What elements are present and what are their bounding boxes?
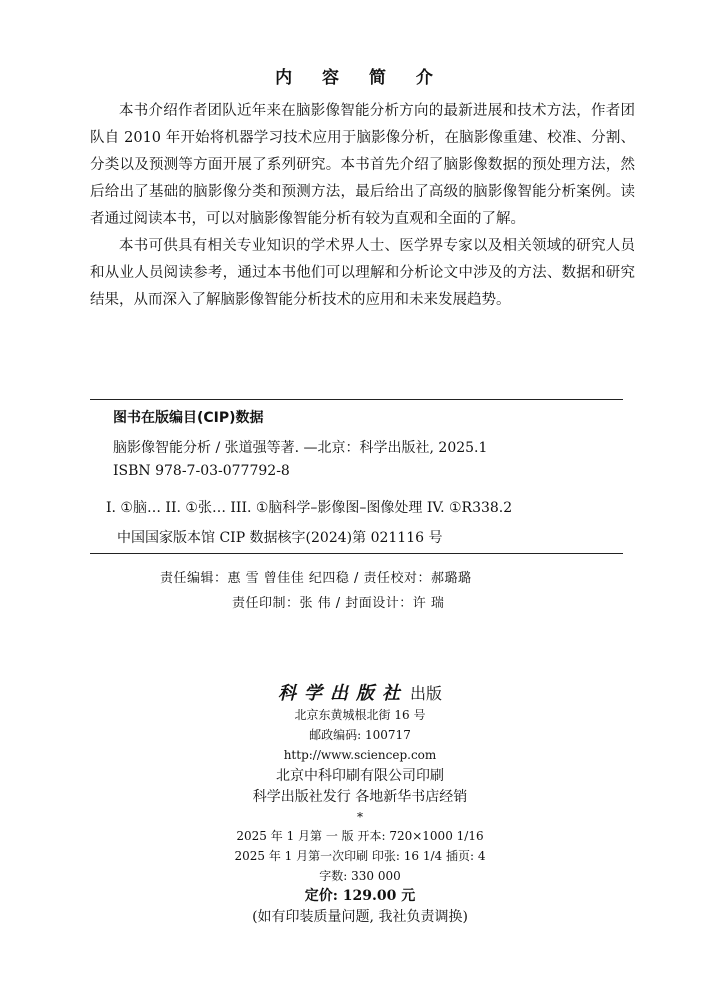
intro-text [90,98,635,314]
cip-verification: 中国国家版本馆 CIP 数据核字(2024)第 021116 号 [117,530,443,546]
publisher-postcode: 邮政编码: 100717 [309,728,411,742]
publisher-suffix: 出版 [409,684,442,703]
distribution-line: 科学出版社发行 各地新华书店经销 [252,789,468,805]
separator-star: * [357,810,363,824]
cip-heading: 图书在版编目(CIP)数据 [113,410,264,426]
printing-line: 2025 年 1 月第一次印刷 印张: 16 1/4 插页: 4 [234,849,486,863]
cip-title-line: 脑影像智能分析 / 张道强等著. —北京：科学出版社, 2025.1 [113,440,488,456]
credits-editors: 责任编辑：惠 雪 曾佳佳 纪四稳 / 责任校对：郝璐璐 [160,571,472,586]
cip-isbn: ISBN 978-7-03-077792-8 [113,463,290,479]
publisher-logo-name: 科学出版社 [277,683,408,704]
credits-production: 责任印制：张 伟 / 封面设计：许 瑞 [232,596,445,611]
cip-bottom-rule [90,553,623,554]
price: 定价: 129.00 元 [304,888,416,904]
cip-classification: I. ①脑… II. ①张… III. ①脑科学–影像图–图像处理 IV. ①R338.2 [106,500,513,516]
publisher-website: http://www.sciencep.com [283,748,437,762]
printer-line: 北京中科印刷有限公司印刷 [276,768,444,784]
quality-note: (如有印装质量问题, 我社负责调换) [252,909,468,925]
intro-paragraph-1: 本书介绍作者团队近年来在脑影像智能分析方向的最新进展和技术方法，作者团队自 2010 年开始将机器学习技术应用于脑影像分析，在脑影像重建、校准、分割、分类以及预测等方面开展了系列研究。本书首先介绍了脑影像数据的预处理方法，然后给出了基础的脑影像分类和预测方法，最后给出了高级的脑影像智能分析案例。读者通过阅读本书，可以对脑影像智能分析有较为直观和全面的了解。 [90,103,635,227]
publisher-line [0,679,720,705]
publisher-address: 北京东黄城根北街 16 号 [294,708,426,722]
edition-line: 2025 年 1 月第 一 版 开本: 720×1000 1/16 [236,829,484,843]
word-count: 字数: 330 000 [319,869,401,883]
cip-top-rule [90,399,623,400]
intro-paragraph-2: 本书可供具有相关专业知识的学术界人士、医学界专家以及相关领域的研究人员和从业人员阅读参考，通过本书他们可以理解和分析论文中涉及的方法、数据和研究结果，从而深入了解脑影像智能分析技术的应用和未来发展趋势。 [90,238,635,308]
intro-title: 内 容 简 介 [275,68,445,88]
